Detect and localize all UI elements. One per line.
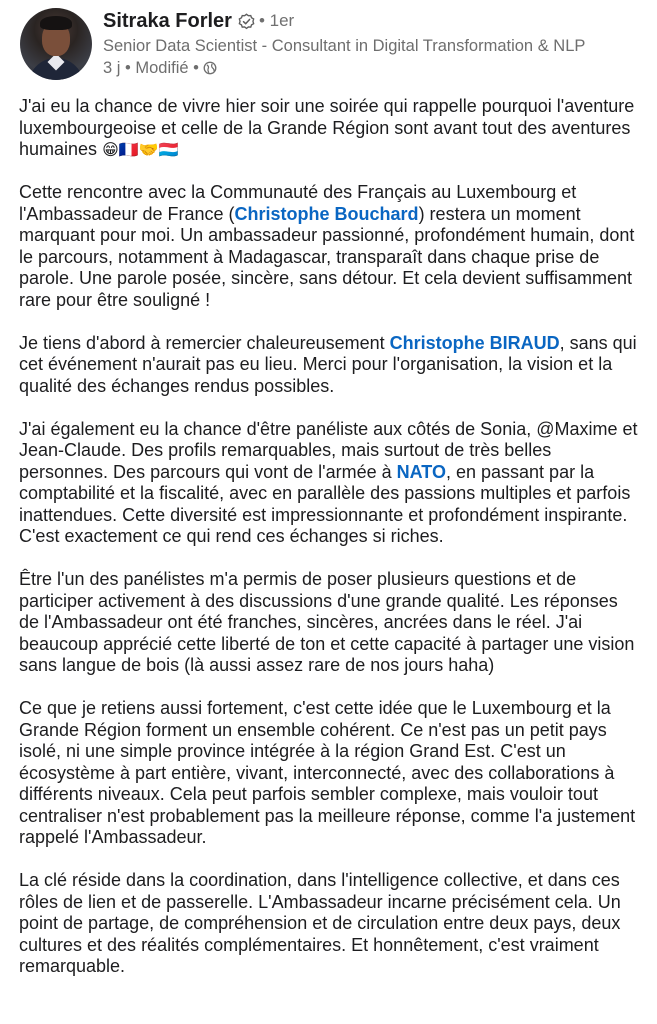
post-text-run: , en passant par la comptabilité et la fiscalité, avec en parallèle des passions multiples et parfois inattendues. Cette diversité est impressionnante et profondément inspirante. C'est exactement ce qui rend ces échanges si riches.: [19, 461, 631, 546]
post-paragraph: [19, 333, 641, 398]
post-text-run: ) restera un moment marquant pour moi. Un ambassadeur passionné, profondément humain, dont le parcours, notamment à Madagascar, transparaît dans chaque prise de parole. Une parole posée, sincère, sans détour. Et cela devient suffisamment rare pour être souligné !: [19, 203, 635, 310]
avatar[interactable]: [20, 8, 92, 80]
post-text-run: Je tiens d'abord à remercier chaleureusement: [19, 332, 390, 353]
post-text-run: Être l'un des panélistes m'a permis de poser plusieurs questions et de participer activement à des discussions d'une grande qualité. Les réponses de l'Ambassadeur ont été franches, sincères, ancrées dans le réel. J'ai beaucoup apprécié cette liberté de ton et cette capacité à partager une vision sans langue de bois (là aussi assez rare de nos jours haha): [19, 569, 635, 675]
globe-icon: [203, 61, 217, 75]
post-header: [20, 8, 640, 80]
author-name[interactable]: Sitraka Forler: [103, 9, 232, 32]
post-text-run: La clé réside dans la coordination, dans l'intelligence collective, et dans ces rôles de lien et de passerelle. L'Ambassadeur incarne précisément cela. Un point de partage, de compréhension et de circulation entre deux pays, deux cultures et des réalités complémentaires. Et honnêtement, c'est vraiment remarquable.: [19, 870, 621, 976]
mention-link[interactable]: NATO: [396, 461, 446, 482]
author-meta: [103, 8, 585, 79]
post-paragraph: [19, 698, 641, 849]
author-headline: Senior Data Scientist - Consultant in Digital Transformation & NLP: [103, 37, 586, 55]
verified-icon: [238, 13, 255, 30]
post-paragraph: [19, 419, 641, 548]
post-text-run: , sans qui cet événement n'aurait pas eu lieu. Merci pour l'organisation, la vision et la qualité des échanges rendus possibles.: [19, 332, 637, 396]
post-text-run: J'ai également eu la chance d'être panéliste aux côtés de Sonia, @Maxime et Jean-Claude. Des profils remarquables, mais surtout de très belles personnes. Des parcours qui vont de l'armée à: [19, 418, 638, 482]
connection-degree: • 1er: [258, 11, 295, 30]
post-text-run: J'ai eu la chance de vivre hier soir une soirée qui rappelle pourquoi l'aventure luxembourgeoise et celle de la Grande Région sont avant tout des aventures humaines: [19, 96, 635, 159]
mention-link[interactable]: Christophe BIRAUD: [389, 332, 560, 353]
mention-link[interactable]: Christophe Bouchard: [234, 203, 419, 224]
post-text-run: Ce que je retiens aussi fortement, c'est cette idée que le Luxembourg et la Grande Région forment un ensemble cohérent. Ce n'est pas un petit pays isolé, ni une simple province intégrée à la région Grand Est. C'est un écosystème à part entière, vivant, interconnecté, avec des collaborations à différents niveaux. Cela peut parfois sembler complexe, mais vouloir tout centraliser n'est probablement pas la meilleure réponse, comme l'a justement rappelé l'Ambassadeur.: [19, 698, 636, 847]
post-time: 3 j • Modifié •: [103, 59, 199, 77]
post-paragraph: [19, 569, 641, 677]
post-paragraph: [19, 96, 641, 161]
emoji-group: 😁🇫🇷🤝🇱🇺: [102, 140, 179, 159]
post-text-run: Cette rencontre avec la Communauté des Français au Luxembourg et l'Ambassadeur de France (: [19, 182, 577, 224]
post-text: [19, 96, 641, 999]
post-paragraph: [19, 182, 641, 311]
post-paragraph: [19, 870, 641, 978]
